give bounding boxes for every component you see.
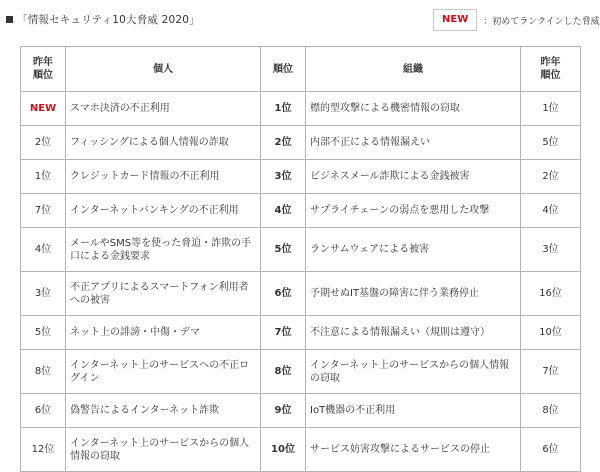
table-header-row [21,47,581,92]
individual-threat-cell: インターネット上のサービスからの個人情報の窃取 [66,428,261,472]
rank-cell: 7位 [261,316,306,350]
prev-individual-rank-cell: 4位 [21,228,66,272]
table-row [21,350,581,394]
legend-text: ：初めてランクインした脅威 [483,16,600,27]
prev-organization-rank-cell: 4位 [521,194,581,228]
header-organization: 組織 [306,47,521,92]
rank-cell: 10位 [261,428,306,472]
organization-threat-cell: 予期せぬIT基盤の障害に伴う業務停止 [306,272,521,316]
individual-threat-cell: インターネットバンキングの不正利用 [66,194,261,228]
prev-individual-rank-cell: 2位 [21,126,66,160]
header-prev-individual-rank: 昨年 順位 [21,47,66,92]
individual-threat-cell: スマホ決済の不正利用 [66,92,261,126]
prev-organization-rank-cell: 10位 [521,316,581,350]
rank-cell: 1位 [261,92,306,126]
legend [433,9,600,31]
prev-organization-rank-cell: 16位 [521,272,581,316]
organization-threat-cell: インターネット上のサービスからの個人情報の窃取 [306,350,521,394]
rank-cell: 6位 [261,272,306,316]
prev-individual-rank-cell: 6位 [21,394,66,428]
square-bullet-icon [6,16,13,23]
new-badge: NEW [433,9,477,31]
table-row [21,92,581,126]
organization-threat-cell: ランサムウェアによる被害 [306,228,521,272]
table-row [21,228,581,272]
prev-organization-rank-cell: 6位 [521,428,581,472]
prev-individual-rank-cell: NEW [21,92,66,126]
prev-individual-rank-cell: 1位 [21,160,66,194]
individual-threat-cell: クレジットカード情報の不正利用 [66,160,261,194]
prev-organization-rank-cell: 5位 [521,126,581,160]
prev-organization-rank-cell: 7位 [521,350,581,394]
header-rank: 順位 [261,47,306,92]
prev-individual-rank-cell: 7位 [21,194,66,228]
prev-organization-rank-cell: 3位 [521,228,581,272]
individual-threat-cell: フィッシングによる個人情報の詐取 [66,126,261,160]
organization-threat-cell: 内部不正による情報漏えい [306,126,521,160]
rank-cell: 5位 [261,228,306,272]
table-row [21,394,581,428]
individual-threat-cell: 偽警告によるインターネット詐欺 [66,394,261,428]
header-prev-organization-rank: 昨年 順位 [521,47,581,92]
individual-threat-cell: 不正アプリによるスマートフォン利用者への被害 [66,272,261,316]
individual-threat-cell: メールやSMS等を使った脅迫・詐欺の手口による金銭要求 [66,228,261,272]
prev-individual-rank-cell: 8位 [21,350,66,394]
prev-organization-rank-cell: 1位 [521,92,581,126]
rank-cell: 8位 [261,350,306,394]
page-title-text: 「情報セキュリティ10大脅威 2020」 [17,14,200,26]
header-individual: 個人 [66,47,261,92]
prev-individual-rank-cell: 12位 [21,428,66,472]
table-row [21,428,581,472]
rank-cell: 3位 [261,160,306,194]
organization-threat-cell: IoT機器の不正利用 [306,394,521,428]
organization-threat-cell: サービス妨害攻撃によるサービスの停止 [306,428,521,472]
page-title [6,12,200,27]
individual-threat-cell: インターネット上のサービスへの不正ログイン [66,350,261,394]
prev-organization-rank-cell: 2位 [521,160,581,194]
prev-organization-rank-cell: 8位 [521,394,581,428]
rank-cell: 9位 [261,394,306,428]
threat-ranking-table [20,46,581,472]
table-row [21,160,581,194]
prev-individual-rank-cell: 3位 [21,272,66,316]
table-row [21,194,581,228]
table-row [21,316,581,350]
individual-threat-cell: ネット上の誹謗・中傷・デマ [66,316,261,350]
rank-cell: 2位 [261,126,306,160]
prev-individual-rank-cell: 5位 [21,316,66,350]
organization-threat-cell: 不注意による情報漏えい（規則は遵守） [306,316,521,350]
table-row [21,126,581,160]
rank-cell: 4位 [261,194,306,228]
table-row [21,272,581,316]
organization-threat-cell: ビジネスメール詐欺による金銭被害 [306,160,521,194]
organization-threat-cell: サプライチェーンの弱点を悪用した攻撃 [306,194,521,228]
organization-threat-cell: 標的型攻撃による機密情報の窃取 [306,92,521,126]
